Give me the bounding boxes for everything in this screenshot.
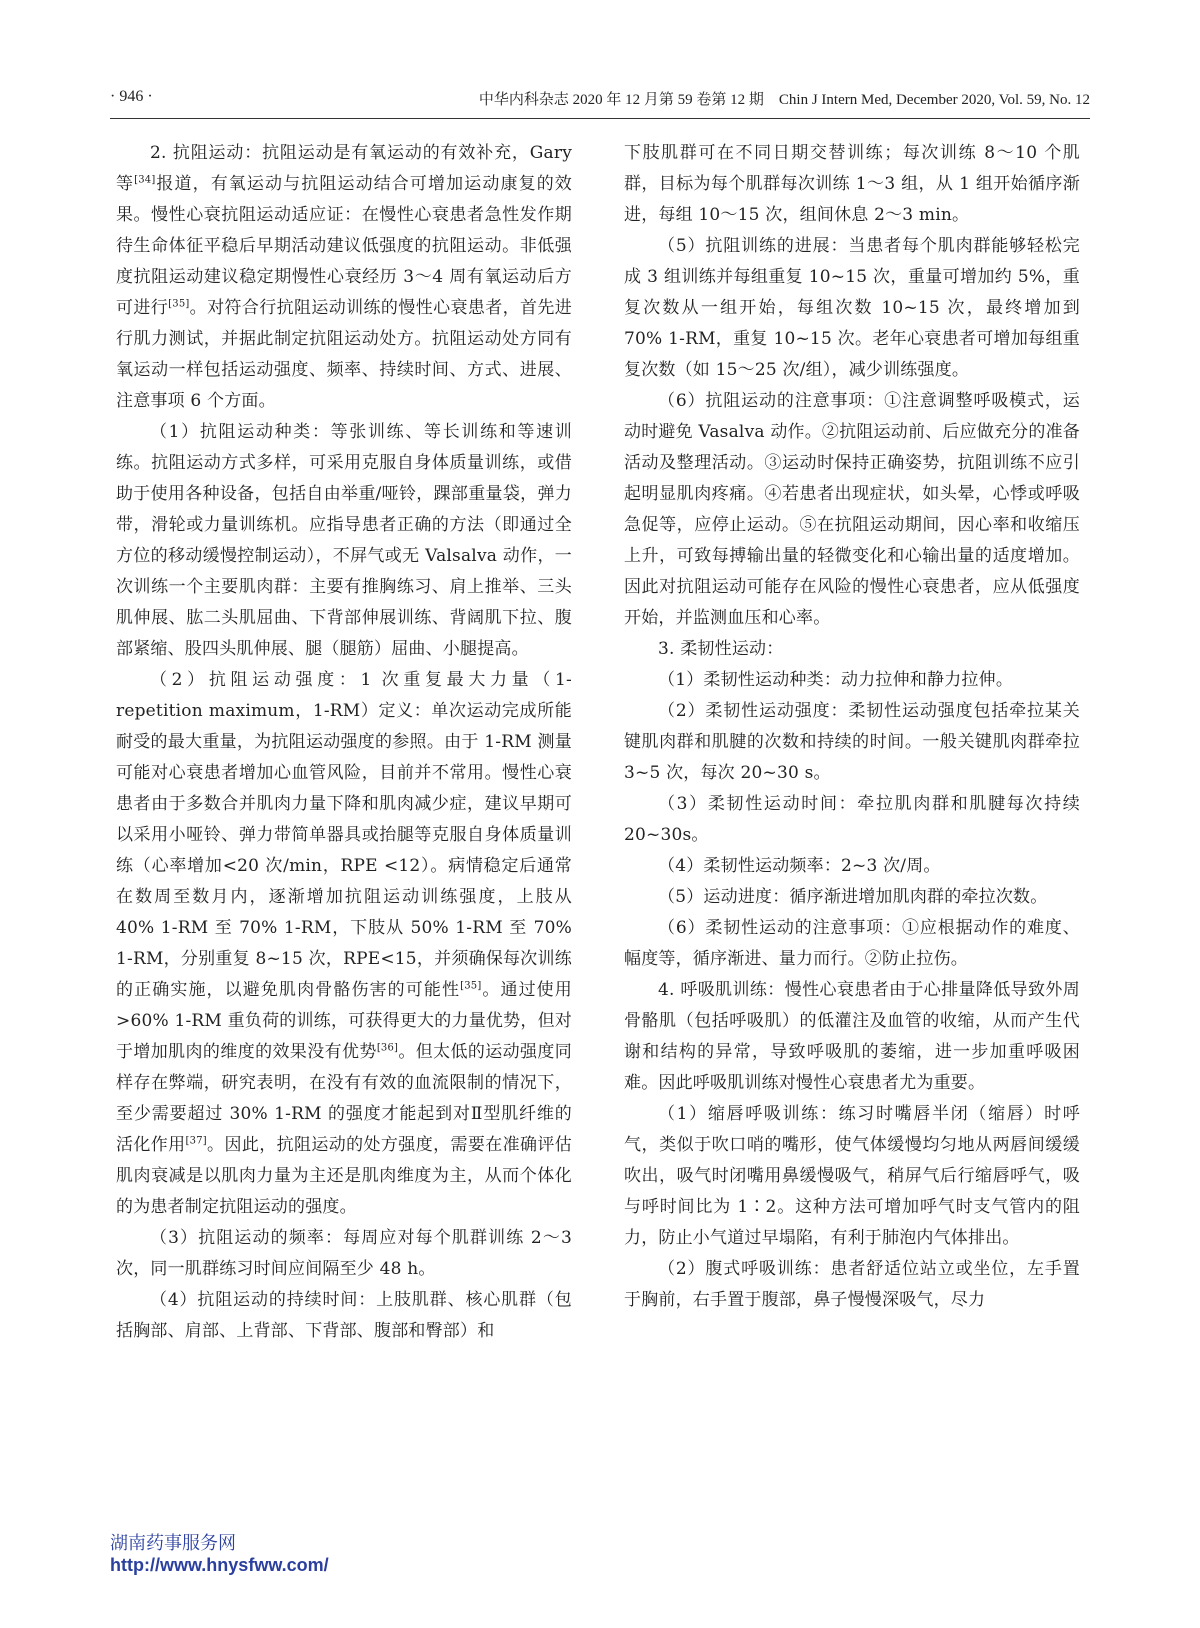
text-run: 。通过使用>60% 1-RM 重负荷的训练，可获得更大的力量优势，但对于增加肌肉的维度的效果没有优势 [116,980,572,1062]
journal-citation: 中华内科杂志 2020 年 12 月第 59 卷第 12 期 Chin J Intern Med, December 2020, Vol. 59, No. 12 [478,92,1090,108]
paragraph-abdominal-breathing: （2）腹式呼吸训练：患者舒适位站立或坐位，左手置于胸前，右手置于腹部，鼻子慢慢深吸气，尽力 [624,1259,1080,1310]
citation-ref: [36] [376,1042,399,1054]
paragraph-flexibility-progress: （5）运动进度：循序渐进增加肌肉群的牵拉次数。 [658,887,1048,907]
paragraph-resistance-frequency: （3）抗阻运动的频率：每周应对每个肌群训练 2～3 次，同一肌群练习时间应间隔至少 48 h。 [116,1228,572,1279]
paragraph-resistance-progression: （5）抗阻训练的进展：当患者每个肌肉群能够轻松完成 3 组训练并每组重复 10~15 次，重量可增加约 5%，重复次数从一组开始，每组次数 10~15 次，最终增加到 70% 1-RM，重复 10~15 次。老年心衰患者可增加每组重复次数（如 15～25 次/组），减少训练强度。 [624,236,1080,380]
paragraph-resistance-intensity [116,665,572,1223]
text-run: 。对符合行抗阻运动训练的慢性心衰患者，首先进行肌力测试，并据此制定抗阻运动处方。抗阻运动处方同有氧运动一样包括运动强度、频率、持续时间、方式、进展、注意事项 6 个方面。 [116,298,572,411]
paragraph-respiratory-training: 4. 呼吸肌训练：慢性心衰患者由于心排量降低导致外周骨骼肌（包括呼吸肌）的低灌注及血管的收缩，从而产生代谢和结构的异常，导致呼吸肌的萎缩，进一步加重呼吸困难。因此呼吸肌训练对慢性心衰患者尤为重要。 [624,980,1080,1093]
paragraph-flexibility-intensity: （2）柔韧性运动强度：柔韧性运动强度包括牵拉某关键肌肉群和肌腱的次数和持续的时间。一般关键肌肉群牵拉 3~5 次，每次 20~30 s。 [624,701,1080,783]
paragraph-resistance-exercise [116,138,572,417]
paragraph-flexibility-frequency: （4）柔韧性运动频率：2~3 次/周。 [658,856,941,876]
paragraph-duration-continued: 下肢肌群可在不同日期交替训练；每次训练 8～10 个肌群，目标为每个肌群每次训练 1～3 组，从 1 组开始循序渐进，每组 10～15 次，组间休息 2～3 min。 [624,143,1080,225]
text-run: 2. 抗阻运动：抗阻运动是有氧运动的有效补充，Gary 等 [116,143,572,194]
left-column [116,138,572,1347]
site-url-link[interactable]: http://www.hnysfww.com/ [110,1555,329,1575]
watermark-footer [110,1532,329,1576]
paragraph-resistance-duration: （4）抗阻运动的持续时间：上肢肌群、核心肌群（包括胸部、肩部、上背部、下背部、腹部和臀部）和 [116,1290,572,1341]
citation-ref: [35] [460,980,482,992]
paragraph-flexibility-types: （1）柔韧性运动种类：动力拉伸和静力拉伸。 [658,670,1014,690]
site-name: 湖南药事服务网 [110,1533,236,1553]
paragraph-flexibility-heading: 3. 柔韧性运动： [658,639,784,659]
text-run: 。但太低的运动强度同样存在弊端，研究表明，在没有有效的血流限制的情况下，至少需要超过 30% 1-RM 的强度才能起到对Ⅱ型肌纤维的活化作用 [116,1042,573,1155]
text-run: 报道，有氧运动与抗阻运动结合可增加运动康复的效果。慢性心衰抗阻运动适应证：在慢性心衰患者急性发作期待生命体征平稳后早期活动建议低强度的抗阻运动。非低强度抗阻运动建议稳定期慢性心衰经历 3～4 周有氧运动后方可进行 [116,174,573,318]
running-header [110,86,1090,119]
paragraph-resistance-types: （1）抗阻运动种类：等张训练、等长训练和等速训练。抗阻运动方式多样，可采用克服自身体质量训练，或借助于使用各种设备，包括自由举重/哑铃，踝部重量袋，弹力带，滑轮或力量训练机。应指导患者正确的方法（即通过全方位的移动缓慢控制运动），不屏气或无 Valsalva 动作，一次训练一个主要肌肉群：主要有推胸练习、肩上推举、三头肌伸展、肱二头肌屈曲、下背部伸展训练、背阔肌下拉、腹部紧缩、股四头肌伸展、腿（腿筋）屈曲、小腿提高。 [116,422,572,659]
text-run: 。因此，抗阻运动的处方强度，需要在准确评估肌肉衰减是以肌肉力量为主还是肌肉维度为主，从而个体化的为患者制定抗阻运动的强度。 [116,1135,572,1217]
citation-ref: [34] [134,174,156,186]
page-number: · 946 · [110,88,153,105]
paragraph-flexibility-time: （3）柔韧性运动时间：牵拉肌肉群和肌腱每次持续 20~30s。 [624,794,1080,845]
citation-ref: [37] [185,1135,207,1147]
paragraph-pursed-lip-breathing: （1）缩唇呼吸训练：练习时嘴唇半闭（缩唇）时呼气，类似于吹口哨的嘴形，使气体缓慢均匀地从两唇间缓缓吹出，吸气时闭嘴用鼻缓慢吸气，稍屏气后行缩唇呼气，吸与呼时间比为 1∶2。这种方法可增加呼气时支气管内的阻力，防止小气道过早塌陷，有利于肺泡内气体排出。 [624,1104,1080,1248]
right-column [624,138,1080,1316]
text-run: （2）抗阻运动强度：1 次重复最大力量（1-repetition maximum，1-RM）定义：单次运动完成所能耐受的最大重量，为抗阻运动强度的参照。由于 1-RM 测量可能对心衰患者增加心血管风险，目前并不常用。慢性心衰患者由于多数合并肌肉力量下降和肌肉减少症，建议早期可以采用小哑铃、弹力带简单器具或抬腿等克服自身体质量训练（心率增加<20 次/min，RPE <12）。病情稳定后通常在数周至数月内，逐渐增加抗阻运动训练强度，上肢从 40% 1-RM 至 70% 1-RM，下肢从 50% 1-RM 至 70% 1-RM，分别重复 8~15 次，RPE<15，并须确保每次训练的正确实施，以避免肌肉骨骼伤害的可能性 [116,670,572,1000]
citation-ref: [35] [168,298,190,310]
paragraph-resistance-precautions: （6）抗阻运动的注意事项：①注意调整呼吸模式，运动时避免 Vasalva 动作。②抗阻运动前、后应做充分的准备活动及整理活动。③运动时保持正确姿势，抗阻训练不应引起明显肌肉疼痛。④若患者出现症状，如头晕，心悸或呼吸急促等，应停止运动。⑤在抗阻运动期间，因心率和收缩压上升，可致每搏输出量的轻微变化和心输出量的适度增加。因此对抗阻运动可能存在风险的慢性心衰患者，应从低强度开始，并监测血压和心率。 [624,391,1080,628]
paragraph-flexibility-precautions: （6）柔韧性运动的注意事项：①应根据动作的难度、幅度等，循序渐进、量力而行。②防止拉伤。 [624,918,1080,969]
